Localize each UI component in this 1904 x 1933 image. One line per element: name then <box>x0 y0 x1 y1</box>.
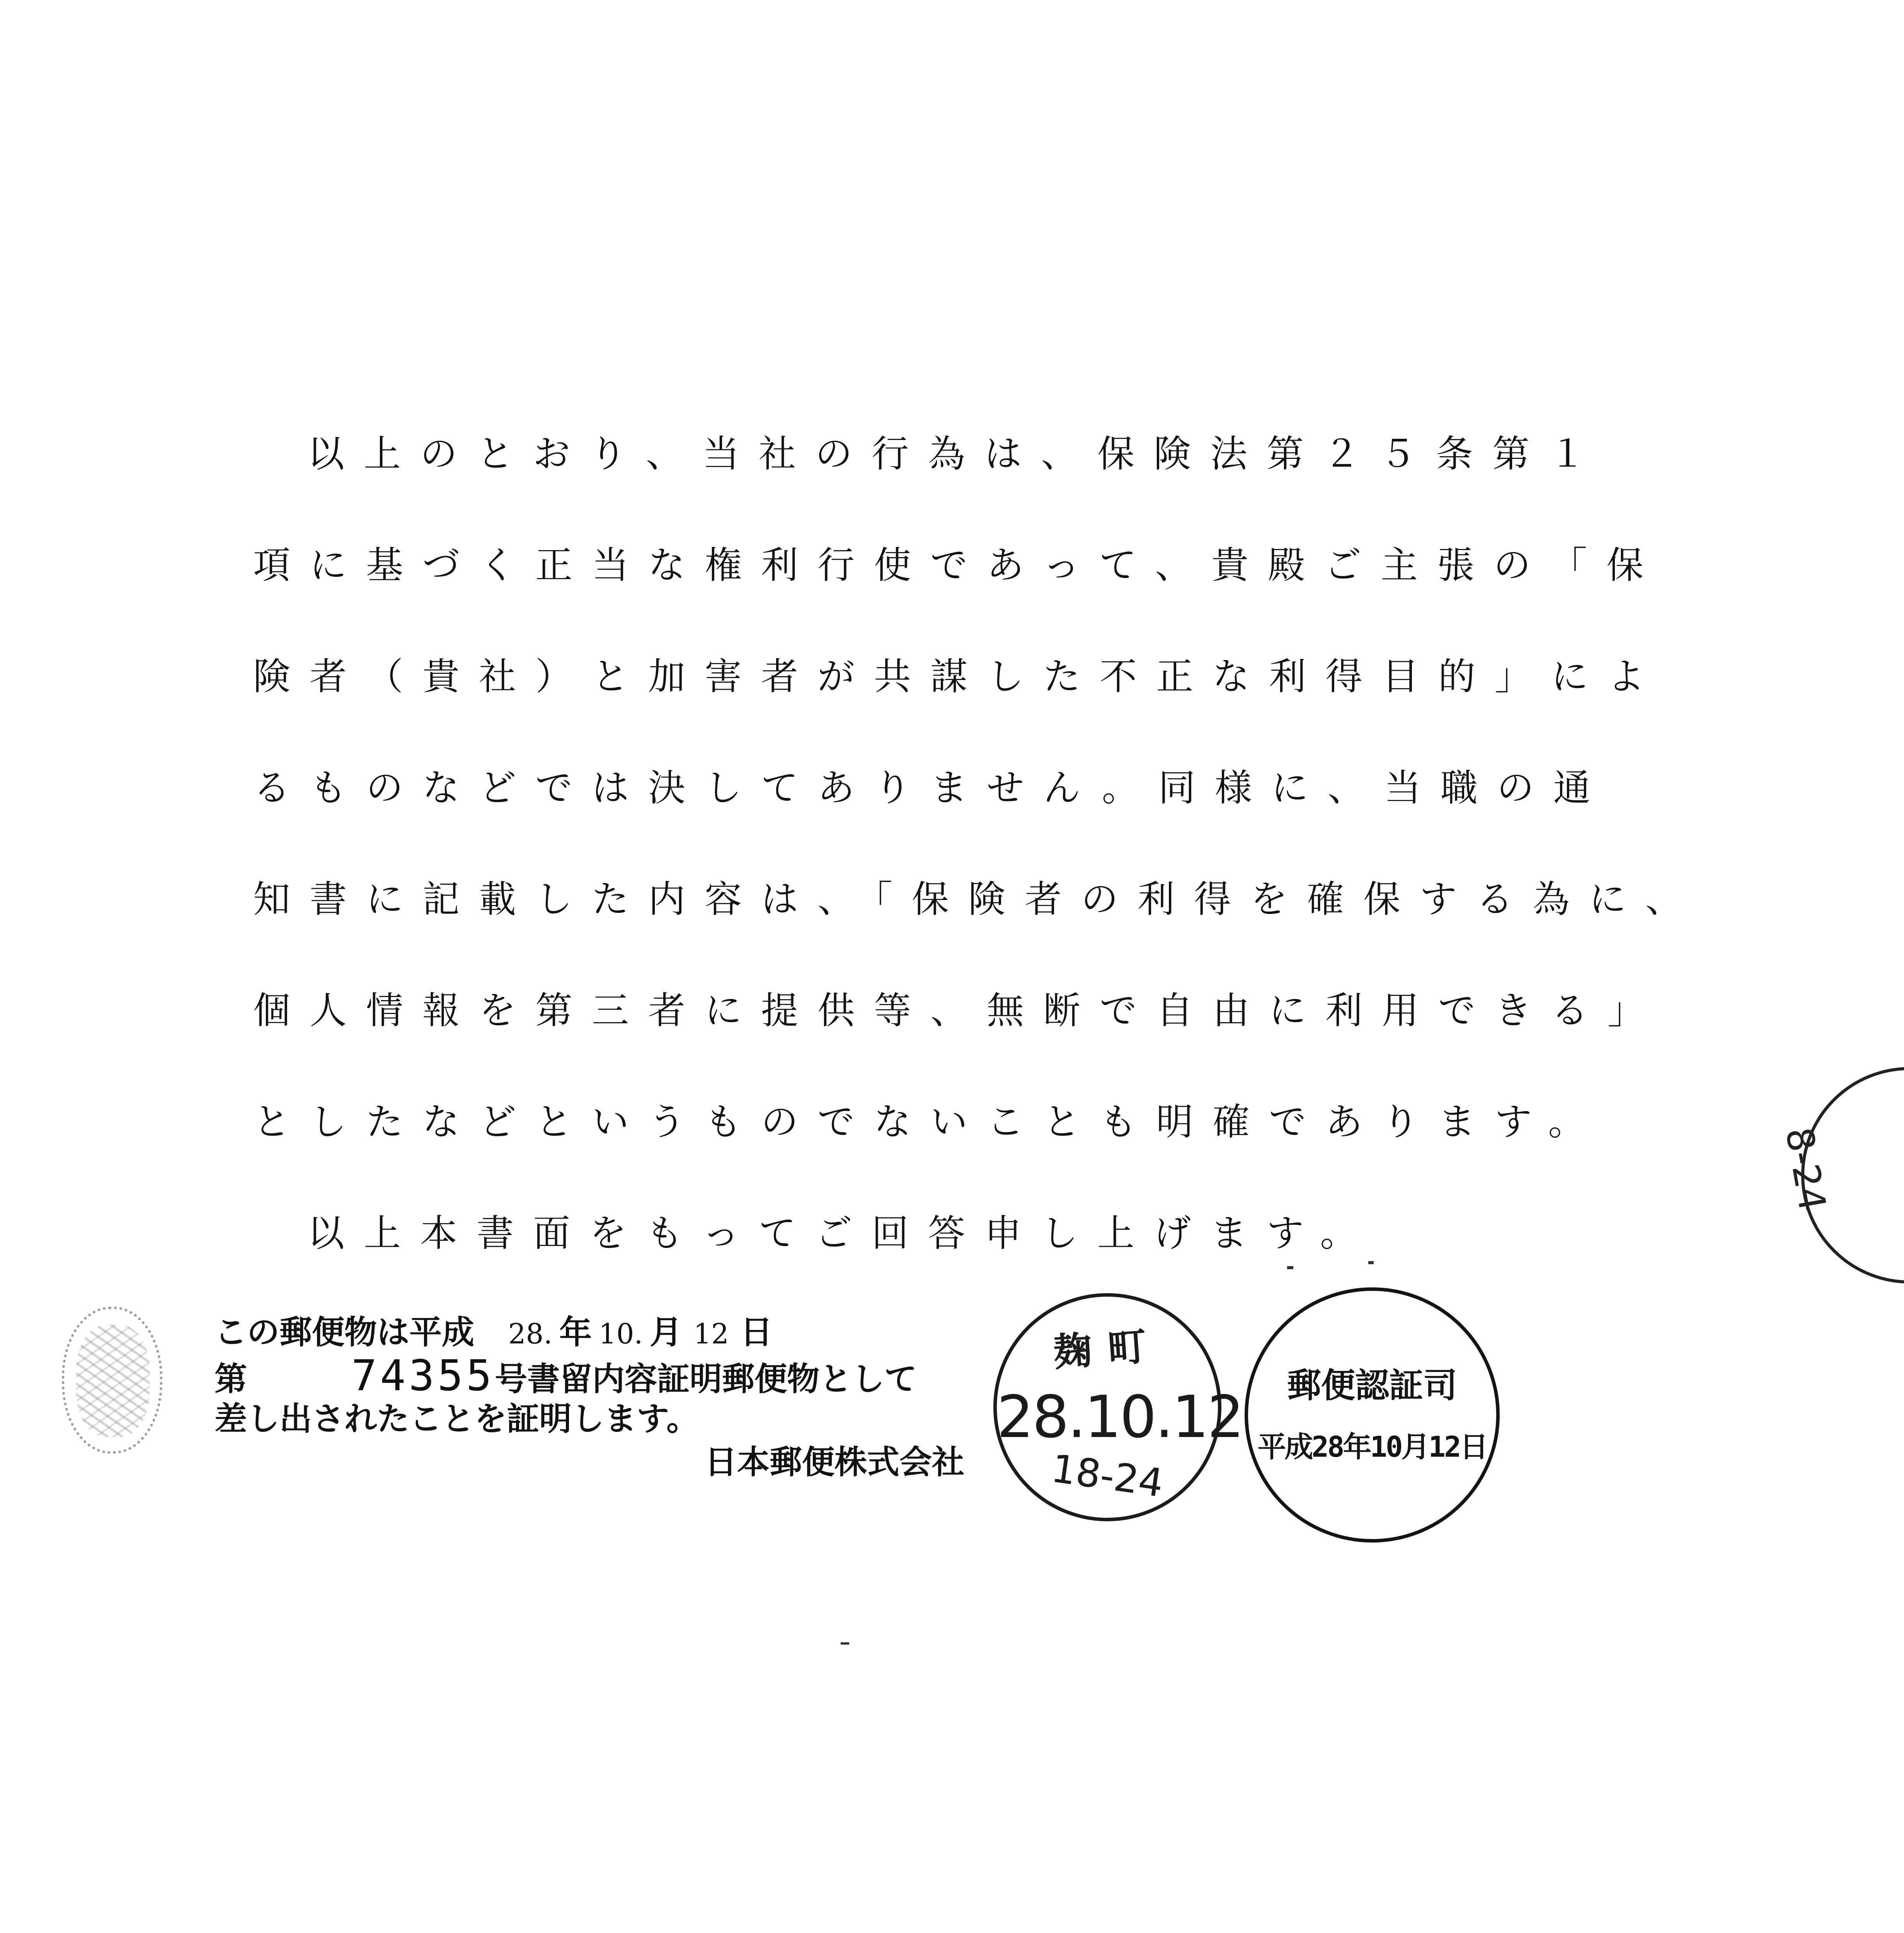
certification-officer-stamp <box>1245 1287 1500 1543</box>
cert-prefix: この郵便物は平成 <box>215 1313 475 1351</box>
cert-day-label: 日 <box>740 1313 773 1351</box>
cert-year-label: 年 <box>559 1313 592 1351</box>
scan-speck <box>1287 1266 1293 1269</box>
body-text <box>253 398 1702 1289</box>
paragraph-line: 知書に記載した内容は、「保険者の利得を確保する為に、 <box>253 878 1702 921</box>
certification-block <box>215 1311 968 1484</box>
postmark-office: 麹町 <box>1052 1323 1163 1376</box>
certification-stamp-date: 平成28年10月12日 <box>1257 1430 1487 1464</box>
cert-month-label: 月 <box>650 1313 683 1351</box>
registration-number: 74355 <box>351 1351 495 1400</box>
paragraph-line: としたなどというものでないことも明確であります。 <box>253 1100 1605 1144</box>
certification-stamp-title: 郵便認証司 <box>1287 1365 1457 1405</box>
edge-postmark-stamp <box>1777 1067 1904 1284</box>
cert-month: 10. <box>598 1318 643 1350</box>
certification-line-2 <box>215 1351 968 1400</box>
closing-line: 以上本書面をもってご回答申し上げます。 <box>307 1212 1377 1255</box>
faint-seal-mark <box>76 1325 150 1437</box>
cert-number-prefix: 第 <box>215 1360 247 1398</box>
faint-seal-stamp <box>62 1307 162 1454</box>
paragraph-line: 以上のとおり、当社の行為は、保険法第２５条第１ <box>307 432 1605 476</box>
edge-stamp-text: 8-24 <box>1777 1124 1834 1215</box>
cert-day: 12 <box>693 1318 729 1350</box>
company-name: 日本郵便株式会社 <box>704 1443 964 1481</box>
cert-era-year: 28. <box>508 1318 553 1350</box>
scan-speck <box>841 1642 849 1645</box>
certification-line-3: 差し出されたことを証明します。 <box>215 1400 699 1438</box>
paragraph-line: るものなどでは決してありません。同様に、当職の通 <box>253 766 1610 810</box>
certification-line-1 <box>215 1311 968 1354</box>
cert-number-suffix: 号書留内容証明郵便物として <box>495 1360 917 1398</box>
paragraph-line: 個人情報を第三者に提供等、無断で自由に利用できる」 <box>253 989 1664 1032</box>
scan-speck <box>1368 1261 1374 1264</box>
postmark-stamp <box>993 1293 1243 1521</box>
postmark-time: 18-24 <box>1048 1445 1167 1506</box>
postmark-date: 28.10.12 <box>997 1384 1243 1451</box>
paragraph-line: 険者（貴社）と加害者が共謀した不正な利得目的」によ <box>253 655 1664 698</box>
paragraph-line: 項に基づく正当な権利行使であって、貴殿ご主張の「保 <box>253 544 1663 587</box>
